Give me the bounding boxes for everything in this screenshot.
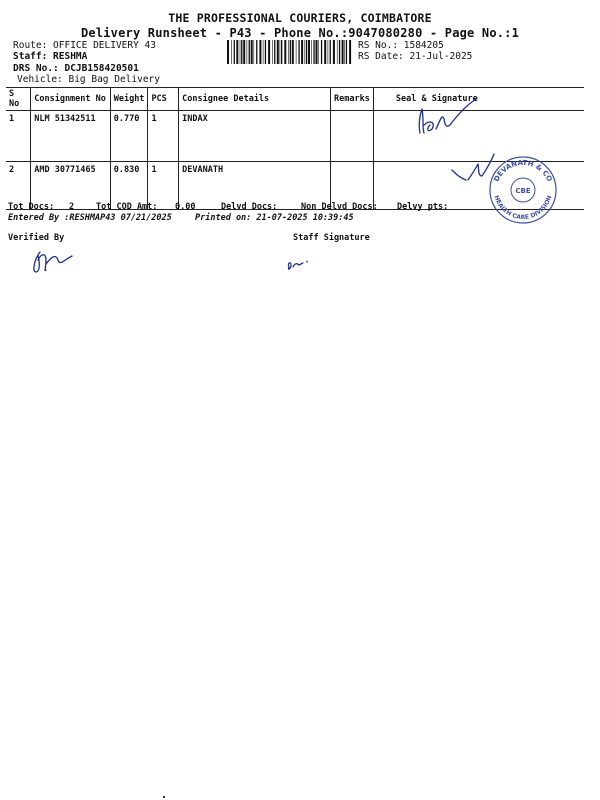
barcode-bar bbox=[296, 40, 297, 64]
barcode-bar bbox=[243, 40, 245, 64]
stamp-center-text: CBE bbox=[515, 187, 531, 195]
non-delvd-docs-label: Non Delvd Docs: bbox=[301, 202, 378, 212]
barcode-bar bbox=[268, 40, 270, 64]
delvd-docs-label: Delvd Docs: bbox=[221, 202, 278, 212]
barcode-bar bbox=[227, 40, 229, 64]
cell-consignee: INDAX bbox=[179, 111, 331, 162]
barcode-bar bbox=[339, 40, 340, 64]
barcode-bar bbox=[301, 40, 303, 64]
delvy-pts-label: Delvy pts: bbox=[397, 202, 449, 212]
stamp-top-text: DEVANATH & CO bbox=[492, 158, 554, 184]
cell-consignment: NLM 51342511 bbox=[31, 111, 110, 162]
barcode-bar bbox=[330, 40, 331, 64]
barcode-bar bbox=[324, 40, 326, 64]
barcode-bar bbox=[342, 40, 344, 64]
barcode-bar bbox=[249, 40, 250, 64]
vehicle-text: Vehicle: Big Bag Delivery bbox=[17, 74, 160, 85]
barcode-bar bbox=[318, 40, 319, 64]
barcode-bar bbox=[346, 40, 347, 64]
barcode-bar bbox=[274, 40, 275, 64]
barcode-bar bbox=[259, 40, 261, 64]
barcode-bar bbox=[251, 40, 253, 64]
barcode-bar bbox=[306, 40, 307, 64]
barcode-bar bbox=[290, 40, 291, 64]
svg-text:DEVANATH & CO bbox=[492, 159, 553, 183]
company-stamp bbox=[484, 154, 562, 226]
cell-sno: 2 bbox=[6, 162, 31, 210]
staff-signature-mark bbox=[283, 255, 317, 273]
tot-cod-label: Tot COD Amt: bbox=[96, 202, 158, 212]
barcode-bar bbox=[288, 40, 289, 64]
barcode-bar bbox=[321, 40, 322, 64]
barcode-bar bbox=[236, 40, 238, 64]
tot-docs-label: Tot Docs: bbox=[8, 202, 55, 212]
rs-number: RS No.: 1584205 bbox=[358, 40, 444, 51]
cell-remarks bbox=[331, 111, 374, 162]
barcode-bar bbox=[263, 40, 264, 64]
route-text: Route: OFFICE DELIVERY 43 bbox=[13, 40, 156, 51]
barcode-bar bbox=[292, 40, 294, 64]
cell-pcs: 1 bbox=[148, 162, 179, 210]
col-sno: S No bbox=[6, 88, 31, 111]
col-remarks: Remarks bbox=[331, 88, 374, 111]
barcode-bar bbox=[241, 40, 242, 64]
col-consignment: Consignment No bbox=[31, 88, 110, 111]
barcode-image bbox=[227, 40, 352, 64]
cell-consignee: DEVANATH bbox=[179, 162, 331, 210]
col-weight: Weight bbox=[110, 88, 148, 111]
table-header-row bbox=[6, 88, 584, 111]
tot-cod-value: 0.00 bbox=[175, 202, 196, 212]
barcode-bar bbox=[280, 40, 281, 64]
cell-weight: 0.770 bbox=[110, 111, 148, 162]
barcode-bar bbox=[284, 40, 286, 64]
verified-by-signature bbox=[28, 246, 78, 276]
barcode-bar bbox=[337, 40, 338, 64]
cell-consignment: AMD 30771465 bbox=[31, 162, 110, 210]
verified-by-label: Verified By bbox=[8, 233, 65, 243]
scan-speck bbox=[163, 796, 165, 798]
barcode-bar bbox=[298, 40, 299, 64]
rs-date: RS Date: 21-Jul-2025 bbox=[358, 51, 473, 62]
company-title: THE PROFESSIONAL COURIERS, COIMBATORE bbox=[168, 11, 432, 25]
printed-on: Printed on: 21-07-2025 10:39:45 bbox=[195, 213, 354, 223]
drs-number: DRS No.: DCJB158420501 bbox=[13, 63, 139, 74]
runsheet-subtitle: Delivery Runsheet - P43 - Phone No.:9047080280 - Page No.:1 bbox=[80, 26, 520, 40]
barcode-bar bbox=[333, 40, 335, 64]
barcode-bar bbox=[231, 40, 232, 64]
barcode-bar bbox=[234, 40, 235, 64]
entered-by: Entered By :RESHMAP43 07/21/2025 bbox=[8, 213, 172, 223]
barcode-bar bbox=[313, 40, 314, 64]
barcode-bar bbox=[277, 40, 279, 64]
barcode-bar bbox=[349, 40, 351, 64]
barcode-bar bbox=[256, 40, 257, 64]
staff-signature-label: Staff Signature bbox=[293, 233, 370, 243]
barcode-bar bbox=[240, 40, 241, 64]
barcode-bar bbox=[254, 40, 255, 64]
svg-text:HEALTH CARE DIVISION bbox=[493, 195, 554, 221]
barcode-bar bbox=[344, 40, 345, 64]
barcode-bar bbox=[247, 40, 248, 64]
barcode-bar bbox=[305, 40, 306, 64]
staff-text: Staff: RESHMA bbox=[13, 51, 88, 62]
barcode-bar bbox=[281, 40, 282, 64]
cell-weight: 0.830 bbox=[110, 162, 148, 210]
signature-row1 bbox=[410, 95, 490, 140]
barcode-bar bbox=[272, 40, 273, 64]
cell-pcs: 1 bbox=[148, 111, 179, 162]
stamp-bottom-text: HEALTH CARE DIVISION bbox=[492, 194, 554, 222]
col-pcs: PCS bbox=[148, 88, 179, 111]
tot-docs-value: 2 bbox=[69, 202, 75, 212]
cell-sno: 1 bbox=[6, 111, 31, 162]
col-consignee: Consignee Details bbox=[179, 88, 331, 111]
barcode-bar bbox=[308, 40, 310, 64]
col-seal-signature: Seal & Signature bbox=[373, 88, 584, 111]
barcode-bar bbox=[316, 40, 318, 64]
barcode-bar bbox=[328, 40, 329, 64]
barcode-bar bbox=[311, 40, 312, 64]
barcode-bar bbox=[265, 40, 266, 64]
